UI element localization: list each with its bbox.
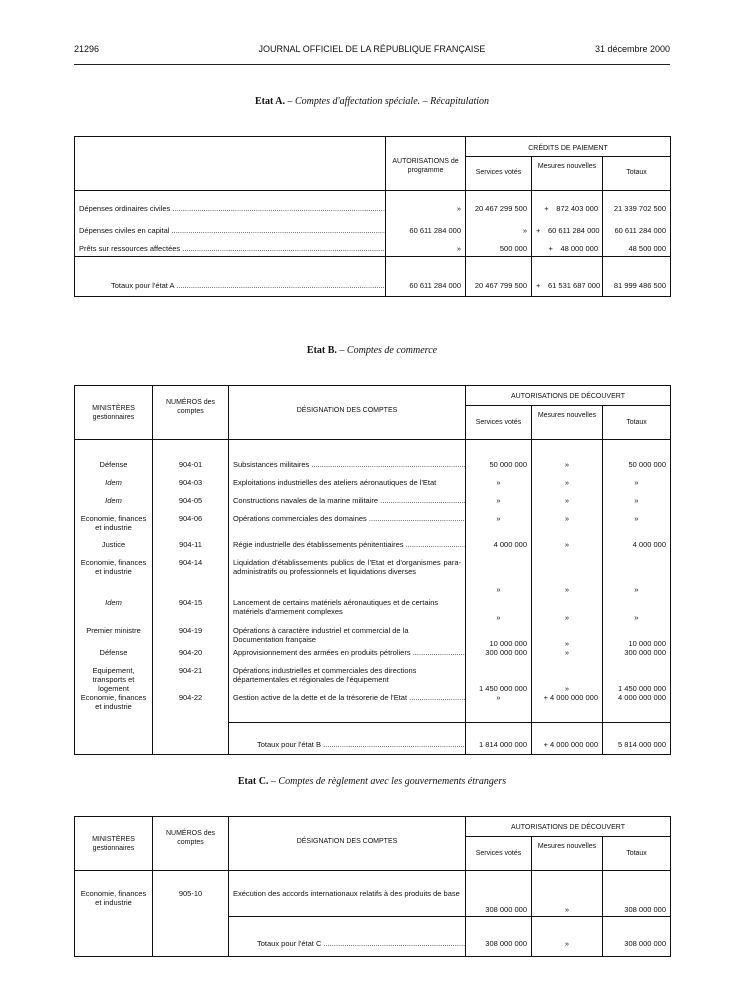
etat-b-col-mesures: Mesures nouvelles (532, 406, 603, 440)
etat-c-col-numeros: NUMÉROS des comptes (153, 817, 229, 871)
row-mesures: » (532, 514, 603, 540)
row-autorisations: 60 611 284 000 (386, 213, 466, 235)
row-ministere: Economie, finances et industrie (80, 557, 147, 576)
row-ministere: Economie, finances et industrie (80, 513, 147, 532)
row-services: » (466, 514, 532, 540)
row-designation: Exécution des accords internationaux relatifs à des produits de base (229, 871, 466, 917)
total-row (75, 723, 671, 755)
total-totaux: 81 999 486 500 (603, 257, 671, 297)
row-ministere: Premier ministre (86, 625, 141, 635)
table-row (75, 514, 671, 540)
row-totaux: 50 000 000 (603, 460, 671, 478)
row-ministere: Défense (99, 459, 128, 469)
row-totaux: 10 000 000 (603, 622, 671, 648)
row-services: 20 467 299 500 (466, 191, 532, 213)
row-mesures: » (532, 666, 603, 693)
etat-a-caption (74, 96, 670, 107)
table-row (75, 496, 671, 514)
row-mesures: » (532, 648, 603, 666)
row-autorisations: » (386, 235, 466, 257)
total-totaux: 5 814 000 000 (603, 723, 671, 755)
row-label: Prêts sur ressources affectées ..... (75, 235, 386, 257)
row-totaux: » (603, 514, 671, 540)
row-mesures (532, 191, 603, 213)
row-totaux: » (603, 558, 671, 594)
row-services: 50 000 000 (466, 460, 532, 478)
row-mesures-value: 48 000 000 (560, 244, 598, 253)
total-autorisations: 60 611 284 000 (386, 257, 466, 297)
row-designation: Lancement de certains matériels aéronautiques et de certains matériels d'armement complexes (229, 594, 466, 622)
total-mesures-value: 61 531 687 000 (548, 281, 601, 290)
row-sign: + (536, 225, 541, 235)
row-totaux: » (603, 478, 671, 496)
row-mesures: + 4 000 000 000 (532, 693, 603, 723)
etat-c-caption (74, 776, 670, 787)
row-services: » (466, 558, 532, 594)
row-numero: 904-21 (153, 666, 229, 693)
etat-c-col-designation: DÉSIGNATION DES COMPTES (229, 817, 466, 871)
row-mesures: » (532, 871, 603, 917)
row-numero: 904-22 (153, 693, 229, 723)
row-totaux: 4 000 000 000 (603, 693, 671, 723)
row-ministere: Economie, finances et industrie (80, 889, 147, 907)
total-services: 308 000 000 (466, 917, 532, 957)
row-services: 308 000 000 (466, 871, 532, 917)
row-totaux: 60 611 284 000 (603, 213, 671, 235)
row-services: 300 000 000 (466, 648, 532, 666)
table-row (75, 622, 671, 648)
row-numero: 904-05 (153, 496, 229, 514)
total-sign: + (536, 281, 541, 290)
total-totaux: 308 000 000 (603, 917, 671, 957)
row-designation: Exploitations industrielles des ateliers aéronautiques de l'Etat (229, 478, 466, 496)
etat-b-col-autorisations: AUTORISATIONS DE DÉCOUVERT (466, 386, 671, 406)
row-ministere: Défense (99, 647, 128, 657)
total-row (75, 257, 671, 297)
etat-c-col-ministeres: MINISTÈRES gestionnaires (75, 817, 153, 871)
row-designation: Gestion active de la dette et de la trésorerie de l'Etat ..... (229, 693, 466, 723)
etat-b-table (74, 385, 671, 755)
row-ministere: Idem (105, 477, 122, 487)
table-row (75, 558, 671, 594)
etat-a-blank-header (75, 137, 386, 191)
total-row (75, 917, 671, 957)
row-services: » (466, 213, 532, 235)
row-label: Dépenses civiles en capital ..... (75, 213, 386, 235)
row-sign: + (544, 203, 549, 213)
caption-separator: – (268, 776, 279, 787)
etat-b-caption (74, 345, 670, 356)
row-designation: Subsistances militaires ..... (229, 460, 466, 478)
table-row (75, 460, 671, 478)
etat-a-col-credits: CRÉDITS DE PAIEMENT (466, 137, 671, 157)
row-sign: + (548, 244, 553, 253)
header-rule (74, 64, 670, 65)
row-designation: Constructions navales de la marine militaire ..... (229, 496, 466, 514)
etat-b-title: Comptes de commerce (346, 345, 438, 356)
row-designation: Opérations industrielles et commerciales des directions départementales et régionales de l'équipement (229, 666, 466, 693)
page-header (74, 44, 670, 60)
etat-a-title: Comptes d'affectation spéciale. – Récapitulation (294, 96, 490, 107)
row-numero: 904-19 (153, 622, 229, 648)
etat-a-col-autorisations: AUTORISATIONS de programme (386, 137, 466, 191)
row-totaux: » (603, 594, 671, 622)
row-designation: Liquidation d'établissements publics de l'Etat et d'organismes para-administratifs ou professionnels et liquidations diverses (229, 558, 466, 594)
etat-b-col-designation: DÉSIGNATION DES COMPTES (229, 386, 466, 440)
row-ministere: Equipement, transports et logement (92, 665, 135, 693)
row-numero: 904-11 (153, 540, 229, 558)
row-mesures: » (532, 496, 603, 514)
row-totaux: 1 450 000 000 (603, 666, 671, 693)
row-services: » (466, 496, 532, 514)
row-services: » (466, 478, 532, 496)
row-mesures: » (532, 478, 603, 496)
row-mesures: » (532, 594, 603, 622)
table-row (75, 594, 671, 622)
row-mesures (532, 235, 603, 257)
row-services: » (466, 594, 532, 622)
row-numero: 904-01 (153, 460, 229, 478)
row-services: 10 000 000 (466, 622, 532, 648)
table-row (75, 871, 671, 917)
table-row (75, 213, 671, 235)
row-services: 500 000 (466, 235, 532, 257)
row-services: » (466, 693, 532, 723)
etat-a-col-services: Services votés (466, 157, 532, 191)
etat-c-table (74, 816, 671, 957)
etat-c-col-mesures: Mesures nouvelles (532, 837, 603, 871)
row-designation: Régie industrielle des établissements pénitentiaires ..... (229, 540, 466, 558)
table-row (75, 478, 671, 496)
row-ministere: Idem (105, 597, 122, 607)
etat-a-table (74, 136, 671, 297)
row-services: 1 450 000 000 (466, 666, 532, 693)
total-mesures (532, 257, 603, 297)
etat-b-col-numeros: NUMÉROS des comptes (153, 386, 229, 440)
row-ministere: Economie, finances et industrie (80, 692, 147, 711)
row-mesures: » (532, 558, 603, 594)
row-numero: 904-15 (153, 594, 229, 622)
etat-b-col-ministeres: MINISTÈRES gestionnaires (75, 386, 153, 440)
row-ministere: Justice (101, 539, 126, 549)
row-ministere: Idem (105, 495, 122, 505)
table-row (75, 235, 671, 257)
row-totaux: 308 000 000 (603, 871, 671, 917)
etat-a-col-totaux: Totaux (603, 157, 671, 191)
journal-title: JOURNAL OFFICIEL DE LA RÉPUBLIQUE FRANÇAISE (258, 44, 486, 54)
row-mesures: » (532, 622, 603, 648)
row-numero: 904-20 (153, 648, 229, 666)
total-label: Totaux pour l'état C ..... (229, 917, 466, 957)
row-numero: 905-10 (153, 871, 229, 917)
table-row (75, 693, 671, 723)
row-designation: Opérations à caractère industriel et commercial de la Documentation française (229, 622, 466, 648)
row-totaux: » (603, 496, 671, 514)
table-row (75, 666, 671, 693)
row-mesures: » (532, 540, 603, 558)
total-mesures: + 4 000 000 000 (532, 723, 603, 755)
etat-c-label: Etat C. (237, 776, 269, 787)
row-totaux: 48 500 000 (603, 235, 671, 257)
total-label: Totaux pour l'état B ..... (229, 723, 466, 755)
page-number: 21296 (74, 44, 100, 54)
total-label: Totaux pour l'état A ..... (75, 257, 386, 297)
etat-c-col-autorisations: AUTORISATIONS DE DÉCOUVERT (466, 817, 671, 837)
row-numero: 904-03 (153, 478, 229, 496)
row-totaux: 21 339 702 500 (603, 191, 671, 213)
row-services: 4 000 000 (466, 540, 532, 558)
etat-a-label: Etat A. (254, 96, 285, 107)
table-row (75, 648, 671, 666)
etat-b-col-services: Services votés (466, 406, 532, 440)
row-designation: Approvisionnement des armées en produits pétroliers ..... (229, 648, 466, 666)
row-autorisations: » (386, 191, 466, 213)
row-mesures (532, 213, 603, 235)
row-totaux: 300 000 000 (603, 648, 671, 666)
table-row (75, 191, 671, 213)
row-label: Dépenses ordinaires civiles ..... (75, 191, 386, 213)
etat-c-col-totaux: Totaux (603, 837, 671, 871)
caption-separator: – (284, 96, 295, 107)
etat-b-label: Etat B. (306, 345, 337, 356)
row-numero: 904-06 (153, 514, 229, 540)
row-totaux: 4 000 000 (603, 540, 671, 558)
row-mesures: » (532, 460, 603, 478)
total-mesures: » (532, 917, 603, 957)
total-services: 1 814 000 000 (466, 723, 532, 755)
total-services: 20 467 799 500 (466, 257, 532, 297)
caption-separator: – (336, 345, 347, 356)
issue-date: 31 décembre 2000 (594, 44, 670, 54)
row-numero: 904-14 (153, 558, 229, 594)
row-mesures-value: 872 403 000 (556, 203, 598, 213)
etat-a-col-mesures: Mesures nouvelles (532, 157, 603, 191)
table-row (75, 540, 671, 558)
row-mesures-value: 60 611 284 000 (548, 225, 600, 235)
etat-b-col-totaux: Totaux (603, 406, 671, 440)
row-designation: Opérations commerciales des domaines ..... (229, 514, 466, 540)
etat-c-col-services: Services votés (466, 837, 532, 871)
etat-c-title: Comptes de règlement avec les gouvernements étrangers (278, 776, 507, 787)
